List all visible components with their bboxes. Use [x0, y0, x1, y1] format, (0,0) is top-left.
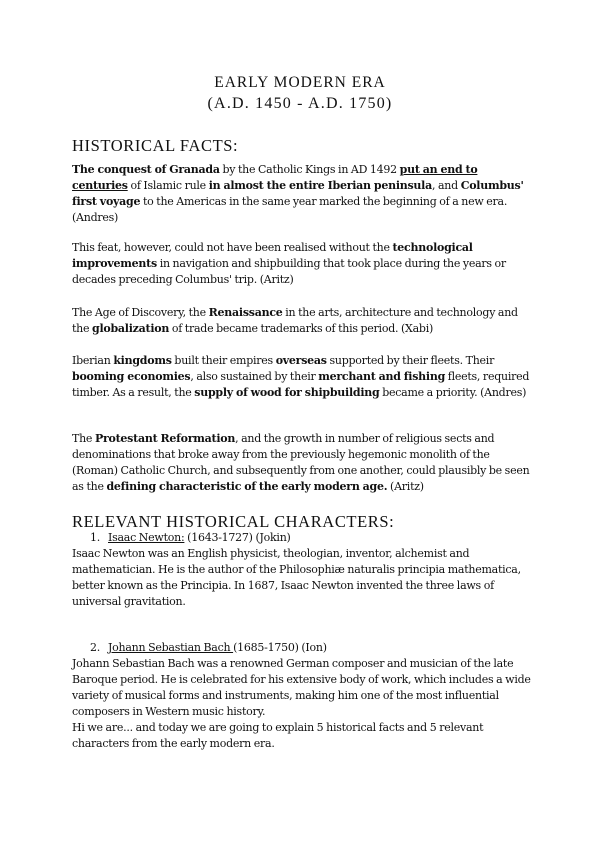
historical-facts-heading: HISTORICAL FACTS: [72, 136, 239, 155]
fact-paragraph-reformation: The Protestant Reformation, and the growth in number of religious sects and denominations that broke away from the previously hegemonic monolith of the (Roman) Catholic Church, and subsequently from one another, could plausibly be seen as the defining characteristic of the early modern age. (Aritz) [72, 432, 530, 493]
character-name: Isaac Newton: [108, 531, 185, 544]
character-list-item-bach: 2. Johann Sebastian Bach (1685-1750) (Ion) [90, 641, 327, 654]
character-name: Johann Sebastian Bach [108, 641, 234, 654]
closing-paragraph: Hi we are... and today we are going to explain 5 historical facts and 5 relevant characters from the early modern era. [72, 721, 484, 750]
historical-characters-heading: RELEVANT HISTORICAL CHARACTERS: [72, 512, 395, 531]
fact-paragraph-kingdoms: Iberian kingdoms built their empires overseas supported by their fleets. Their booming economies, also sustained by their merchant and fishing fleets, required timber. As a result, the supply of wood for shipbuilding became a priority. (Andres) [72, 354, 530, 399]
fact-paragraph-technology: This feat, however, could not have been realised without the technological improvements in navigation and shipbuilding that took place during the years or decades preceding Columbus' trip. (Aritz) [72, 241, 506, 286]
fact-paragraph-granada: The conquest of Granada by the Catholic Kings in AD 1492 put an end to centuries of Islamic rule in almost the entire Iberian peninsula, and Columbus' first voyage to the Americas in the same year marked the beginning of a new era. (Andres) [72, 163, 524, 224]
fact-paragraph-renaissance: The Age of Discovery, the Renaissance in the arts, architecture and technology and the globalization of trade became trademarks of this period. (Xabi) [72, 306, 518, 335]
character-description-bach: Johann Sebastian Bach was a renowned German composer and musician of the late Baroque period. He is celebrated for his extensive body of work, which includes a wide variety of musical forms and instruments, making him one of the most influential composers in Western music history. [72, 657, 531, 718]
page-subtitle-dates: (A.D. 1450 - A.D. 1750) [207, 95, 393, 112]
character-description-newton: Isaac Newton was an English physicist, theologian, inventor, alchemist and mathematician. He is the author of the Philosophiæ naturalis principia mathematica, better known as the Principia. In 1687, Isaac Newton invented the three laws of universal gravitation. [72, 547, 521, 608]
page-title: EARLY MODERN ERA [214, 74, 386, 91]
character-list-item-newton: 1. Isaac Newton: (1643-1727) (Jokin) [90, 531, 291, 544]
